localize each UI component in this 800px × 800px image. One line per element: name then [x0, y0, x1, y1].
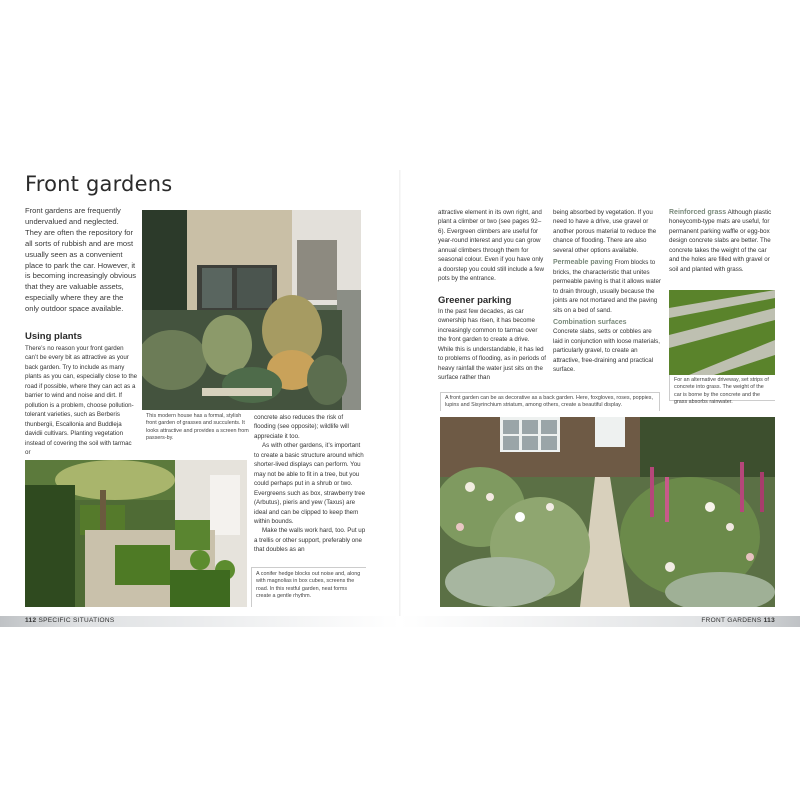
- body-column-a: There’s no reason your front garden can’t be every bit as attractive as your back garden. Try to include as many plants as you can, especially close to the road if possible, where they can act as a barrier to wind and noise and dirt. If pollution is a problem, choose pollution-tolerant varieties, such as Berberis thunbergii, Escallonia and Buddleja davidii cultivars. Planting vegetation instead of covering the soil with tarmac or: [25, 345, 138, 456]
- page-title: Front gardens: [25, 172, 173, 196]
- subheading-reinforced-grass: Reinforced grass: [669, 209, 727, 216]
- book-spine: [399, 170, 401, 626]
- page-number-right: 113: [763, 617, 775, 624]
- footer-left: [25, 617, 115, 624]
- page-number-left: 112: [25, 617, 37, 624]
- subheading-combination-surfaces: Combination surfaces: [553, 318, 627, 326]
- paragraph: being absorbed by vegetation. If you need to have a drive, use gravel or another porous material to reduce the chance of flooding. There are also several other options available.: [553, 209, 657, 254]
- paragraph-text: Although plastic honeycomb-type mats are useful, for permanent parking waffle or egg-box design concrete slabs are better. The concrete takes the weight of the car and the holes are filled with gravel or soil and planted with grass.: [669, 209, 772, 273]
- photo-driveway-strips: [669, 290, 775, 375]
- caption-modern-house: This modern house has a formal, stylish front garden of grasses and succulents. It looks attractive and provides a screen from passers-by.: [142, 410, 257, 444]
- body-column-c: attractive element in its own right, and plant a climber or two (see pages 92–6). Evergreen climbers are useful for year-round interest and you can grow annual climbers through them for seasonal colour. Even if you have only a doorstep you could still include a few pots by the entrance.: [438, 209, 544, 283]
- body-column-b: [254, 413, 366, 555]
- paragraph-text: From blocks to bricks, the characteristic that unites permeable paving is that it allows water to drain through, usually because the joints are not mortared and the paving sits on a bed of sand.: [553, 259, 661, 314]
- heading-greener-parking: Greener parking: [438, 295, 512, 306]
- body-column-e: [669, 208, 775, 274]
- caption-cottage-garden: A front garden can be as decorative as a back garden. Here, foxgloves, roses, poppies, lupins and Sisyrinchium striatum, among others, create a beautiful display.: [440, 392, 660, 411]
- paragraph: [553, 258, 661, 315]
- paragraph: Make the walls work hard, too. Put up a trellis or other support, preferably one that doubles as an: [254, 527, 366, 554]
- paragraph: concrete also reduces the risk of flooding (see opposite); wildlife will appreciate it too.: [254, 414, 349, 440]
- caption-driveway: For an alternative driveway, set strips of concrete into grass. The weight of the car is borne by the concrete and the grass absorbs rainwater.: [669, 375, 775, 401]
- intro-paragraph: Front gardens are frequently undervalued and neglected. They are often the repository for all sorts of rubbish and are most usually seen as a convenient place to park the car. However, it is becoming increasingly obvious that they are valuable assets, especially where they are the only outdoor space available.: [25, 206, 137, 314]
- photo-modern-house: [142, 210, 361, 410]
- photo-cottage-garden: [440, 417, 775, 607]
- heading-using-plants: Using plants: [25, 331, 83, 342]
- subheading-permeable-paving: Permeable paving: [553, 259, 613, 267]
- photo-box-hedge-garden: [25, 460, 247, 607]
- paragraph: Concrete slabs, setts or cobbles are laid in conjunction with loose materials, particularly gravel, to create an attractive, free-draining and practical surface.: [553, 328, 660, 374]
- body-column-d: [553, 208, 661, 375]
- footer-section-right: FRONT GARDENS: [701, 617, 762, 624]
- footer-section-left: SPECIFIC SITUATIONS: [38, 617, 115, 624]
- paragraph: [669, 208, 775, 274]
- footer-right: [701, 617, 775, 624]
- paragraph: As with other gardens, it’s important to create a basic structure around which shorter-lived displays can perform. You may not be able to fit in a tree, but you could perhaps put in a shrub or two. Evergreens such as box, strawberry tree (Arbutus), pieris and yew (Taxus) are ideal and can be clipped to keep them within bounds.: [254, 442, 366, 525]
- body-column-c2: In the past few decades, as car ownership has risen, it has become increasingly common to tarmac over the front garden to create a drive. While this is understandable, it has led to problems of flooding, as in periods of heavy rainfall the water just sits on the surface rather than: [438, 308, 547, 382]
- caption-box-hedge: A conifer hedge blocks out noise and, along with magnolias in box cubes, screens the road. In this restful garden, neat forms create a gentle rhythm.: [251, 567, 366, 607]
